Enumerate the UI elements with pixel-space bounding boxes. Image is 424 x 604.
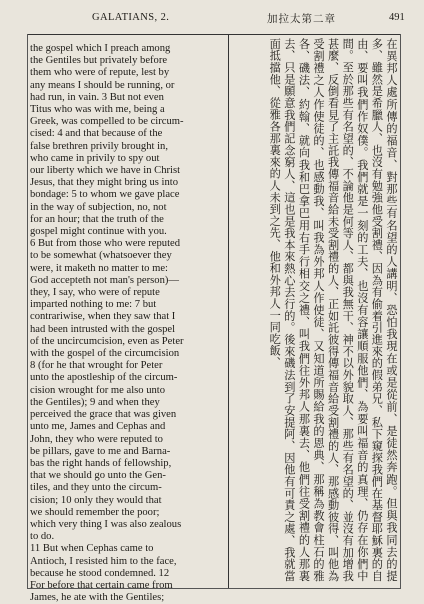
- english-text-line: with the gospel of the circumcision: [30, 348, 180, 360]
- english-text-line: For before that certain came from: [30, 579, 173, 591]
- english-text-line: any means I should be running, or: [30, 79, 175, 91]
- english-text-line: because he stood condemned. 12: [30, 567, 170, 579]
- english-text-line: the gospel which I preach among: [30, 43, 171, 54]
- english-text-line: be pillars, gave to me and Barna-: [30, 445, 171, 457]
- english-text-line: were, it maketh no matter to me:: [30, 262, 168, 274]
- english-text-line: the Gentiles); 9 and when they: [30, 396, 160, 408]
- english-text-line: contrariwise, when they saw that I: [30, 311, 176, 323]
- english-text-line: to do.: [30, 531, 55, 543]
- chinese-text-column: [231, 38, 398, 584]
- english-text-line: our liberty which we have in Christ: [30, 165, 181, 177]
- english-text-line: Jesus, that they might bring us into: [30, 177, 179, 189]
- english-text-line: bas the right hands of fellowship,: [30, 457, 172, 469]
- english-text-line: them who were of repute, lest by: [30, 67, 170, 79]
- english-text-line: unto me, James and Cephas and: [30, 421, 166, 433]
- english-text-line: gospel might continue with you.: [30, 226, 167, 238]
- english-text-line: perceived the grace that was given: [30, 409, 177, 421]
- english-running-title: GALATIANS, 2.: [92, 12, 170, 23]
- english-text-line: to be somewhat (whatsoever they: [30, 250, 172, 262]
- english-text-line: which very thing I was also zealous: [30, 518, 182, 530]
- english-text-line: Greek, was compelled to be circum-: [30, 116, 184, 128]
- english-text-line: unto the apostleship of the circum-: [30, 372, 178, 384]
- english-text-line: God accepteth not man's person)—: [30, 274, 180, 286]
- english-text-line: James, he ate with the Gentiles;: [30, 592, 165, 604]
- header-rule: [27, 34, 401, 35]
- english-text-line: cision wrought for me also unto: [30, 384, 166, 396]
- english-text-line: 6 But from those who were reputed: [30, 238, 181, 250]
- english-text-line: the Gentiles but privately before: [30, 55, 168, 67]
- english-text-line: had been intrusted with the gospel: [30, 323, 176, 335]
- left-border-rule: [27, 34, 28, 588]
- right-border-rule: [400, 34, 401, 588]
- chinese-running-title: 加拉太第二章: [267, 13, 336, 25]
- english-text-line: cised: 4 and that because of the: [30, 128, 163, 140]
- english-text-line: had run, in vain. 3 But not even: [30, 91, 164, 103]
- english-text-line: imparted nothing to me: 7 but: [30, 299, 157, 311]
- page-number: 491: [389, 12, 405, 23]
- chinese-vertical-text: 在異邦人處所傳的福音、對那些有名望的人講明、恐怕我現在或是從前、是徒然奔跑。但與我同去的提多、雖然是希臘人、也沒有勉強他受割禮、因為有偷着引進來的假弟兄、私下窺探我們在基督耶穌裏的自由、要叫我們作奴僕。我們就是一刻的工夫、也沒有容讓順服他們、為要叫福音的真理、仍存在你們中間。至於那些有名望的、不論他是何等人、都與我無干、神不以外貌取人、那些有名望的、並沒有加增我甚麼、反倒看見了主託我傳福音給未受割禮的人、正如託彼得傳福音給受割禮的人、那感動彼得、叫他為受割禮之人作使徒的、也感動我、叫我為外邦人作使徒、又知道所賜給我的恩典、那稱為教會柱石的雅各、磯法、約翰、就向我和巴拿巴用右手行相交之禮、叫我們往外邦人那裏去、他們往受割禮的人那裏去、只是願意我們記念窮人、這也是我本來熱心去行的。後來磯法到了安提阿、因他有可責之處、我就當面抵擋他、從雅各那裏來的人未到之先、他和外邦人一同吃飯、: [268, 38, 398, 582]
- english-text-line: for an hour; that the truth of the: [30, 213, 164, 225]
- english-text-line: we should remember the poor;: [30, 506, 160, 518]
- english-text-line: of the uncircumcision, even as Peter: [30, 335, 184, 347]
- english-text-line: 8 (for he that wrought for Peter: [30, 360, 163, 372]
- english-text-line: false brethren privily brought in,: [30, 140, 168, 152]
- english-text-column: [30, 43, 223, 604]
- english-text-line: they, I say, who were of repute: [30, 287, 160, 299]
- english-text-line: cision; 10 only they would that: [30, 494, 162, 506]
- column-divider: [228, 34, 229, 588]
- english-text-line: who came in privily to spy out: [30, 152, 160, 164]
- english-text-line: Titus who was with me, being a: [30, 104, 165, 116]
- english-text-line: in the way of subjection, no, not: [30, 201, 167, 213]
- english-text-line: that we should go unto the Gen-: [30, 470, 166, 482]
- english-text-line: Antioch, I resisted him to the face,: [30, 555, 177, 567]
- english-text-line: bondage: 5 to whom we gave place: [30, 189, 180, 201]
- english-text-line: 11 But when Cephas came to: [30, 543, 154, 555]
- page-header: [0, 0, 424, 34]
- english-text-line: tiles, and they unto the circum-: [30, 482, 162, 494]
- english-text-line: John, they who were reputed to: [30, 433, 163, 445]
